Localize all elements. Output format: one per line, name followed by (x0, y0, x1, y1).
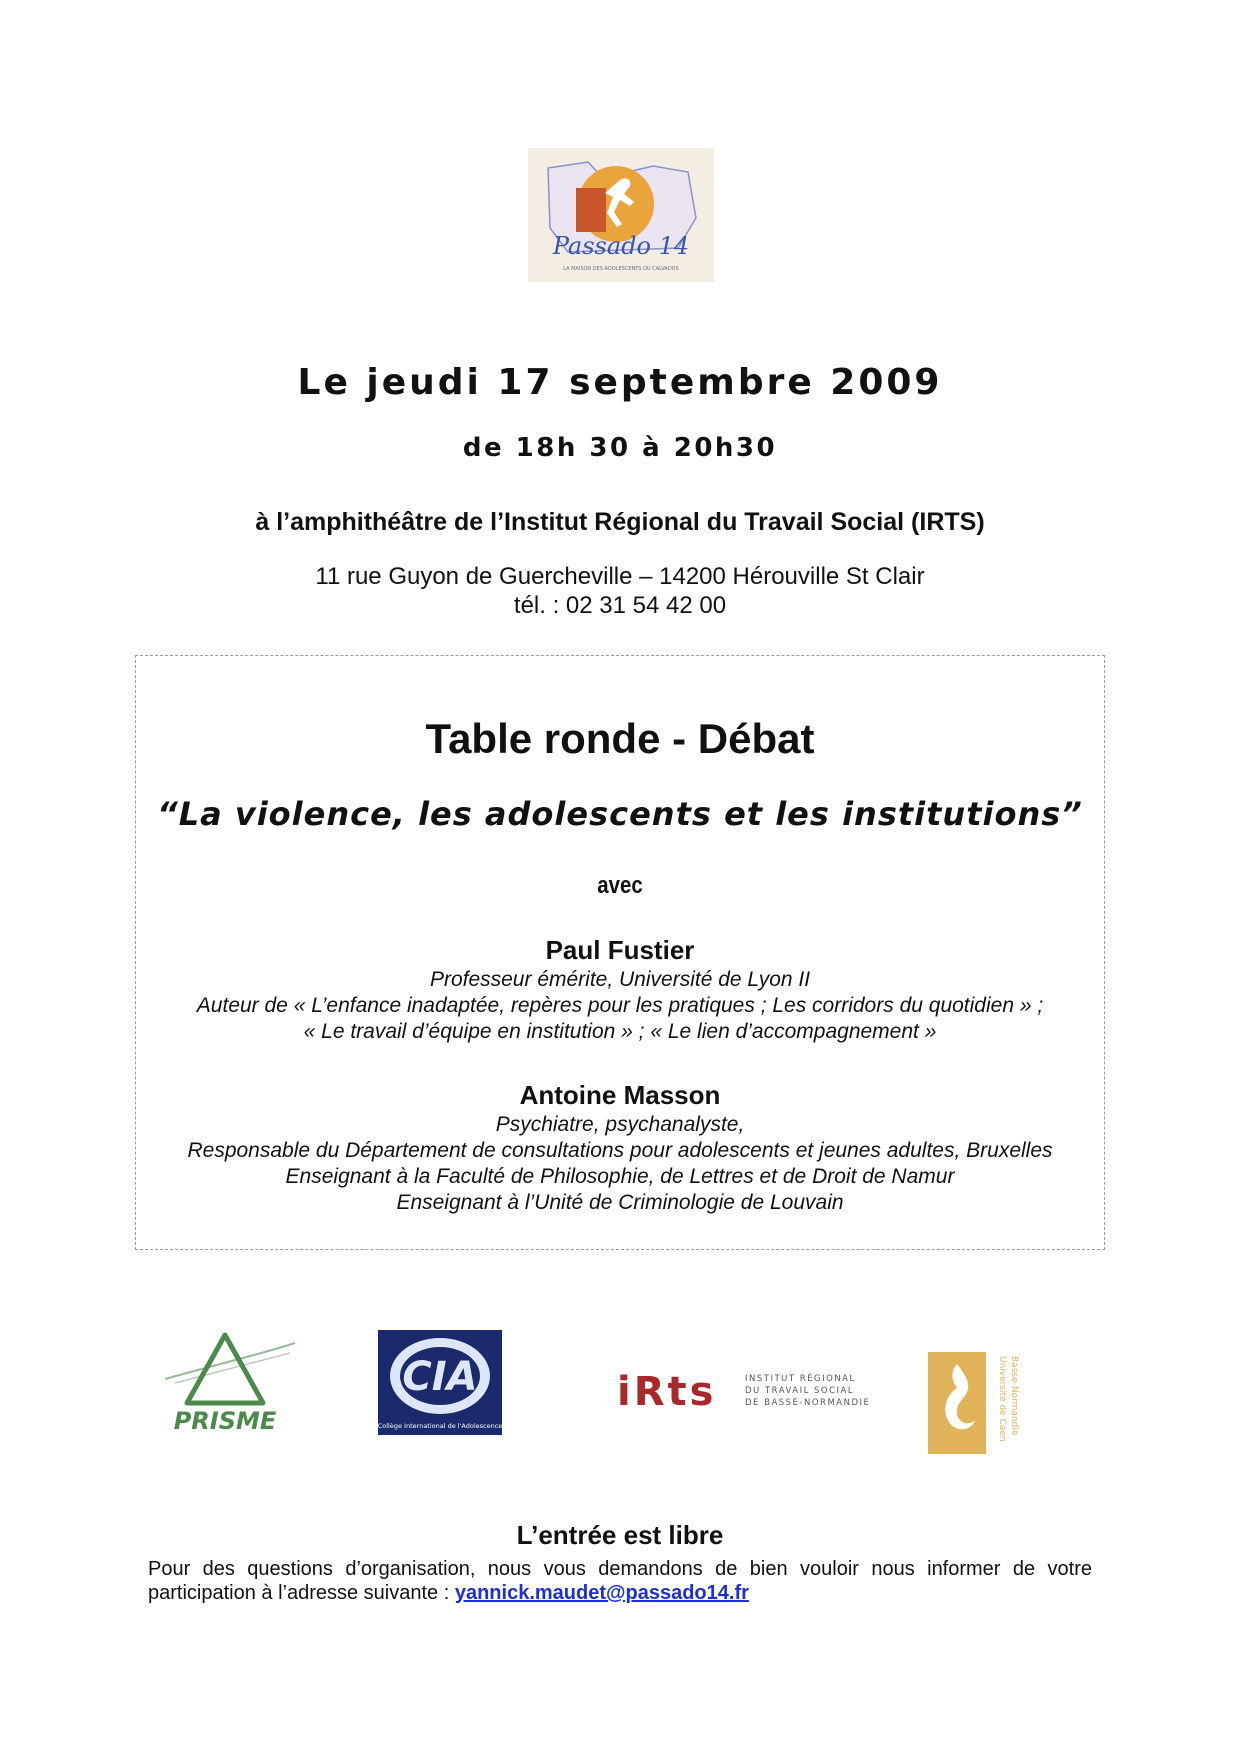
speaker-detail: Enseignant à l’Unité de Criminologie de Louvain (396, 1191, 844, 1214)
cia-caption: Collège International de l'Adolescence (378, 1422, 502, 1430)
event-time: de 18h 30 à 20h30 (462, 433, 778, 463)
debate-subtitle: “La violence, les adolescents et les institutions” (157, 795, 1083, 833)
irts-mark: iRts (617, 1369, 717, 1415)
speaker-detail: « Le travail d’équipe en institution » ; « Le lien d’accompagnement » (303, 1020, 937, 1043)
speaker-detail: Responsable du Département de consultations pour adolescents et jeunes adultes, Bruxelles (187, 1139, 1053, 1162)
passado14-logo (528, 148, 714, 282)
prisme-logo (155, 1325, 300, 1435)
irts-line: INSTITUT RÉGIONAL (745, 1374, 856, 1384)
event-date: Le jeudi 17 septembre 2009 (297, 362, 943, 403)
speaker-detail: Enseignant à la Faculté de Philosophie, de Lettres et de Droit de Namur (285, 1165, 955, 1188)
univ-line: Université de Caen (997, 1356, 1007, 1442)
cia-logo (378, 1330, 502, 1435)
contact-email-link[interactable]: yannick.maudet@passado14.fr (454, 1582, 749, 1604)
svg-text:CIA: CIA (402, 1354, 478, 1400)
speaker-block (0, 935, 1240, 1045)
free-entry-title: L’entrée est libre (516, 1520, 724, 1550)
debate-title: Table ronde - Débat (425, 715, 815, 762)
registration-note (148, 1557, 1092, 1605)
irts-logo (615, 1365, 875, 1415)
speaker-name: Antoine Masson (519, 1080, 721, 1110)
registration-text: Pour des questions d’organisation, nous vous demandons de bien vouloir nous informer de votre participation à l’adresse suivante : (148, 1558, 1092, 1604)
speaker-block (0, 1080, 1240, 1216)
irts-line: DE BASSE-NORMANDIE (745, 1398, 871, 1408)
logo-text: Passado 14 (552, 232, 690, 260)
event-address: 11 rue Guyon de Guercheville – 14200 Hérouville St Clair (315, 563, 925, 590)
speaker-detail: Auteur de « L’enfance inadaptée, repères pour les pratiques ; Les corridors du quotidien » ; (196, 994, 1044, 1017)
debate-with: avec (597, 872, 643, 899)
event-phone: tél. : 02 31 54 42 00 (513, 592, 727, 619)
univ-line: Basse-Normandie (1009, 1356, 1019, 1436)
universite-caen-logo (928, 1352, 1020, 1454)
speaker-detail: Professeur émérite, Université de Lyon II (429, 968, 811, 991)
irts-line: DU TRAVAIL SOCIAL (745, 1386, 855, 1396)
logo-tagline: LA MAISON DES ADOLESCENTS DU CALVADOS (563, 266, 679, 272)
event-address-block (0, 562, 1240, 620)
speaker-name: Paul Fustier (545, 935, 695, 965)
prisme-text: PRISME (173, 1407, 277, 1435)
speaker-detail: Psychiatre, psychanalyste, (495, 1113, 745, 1136)
event-venue: à l’amphithéâtre de l’Institut Régional du Travail Social (IRTS) (255, 508, 985, 536)
